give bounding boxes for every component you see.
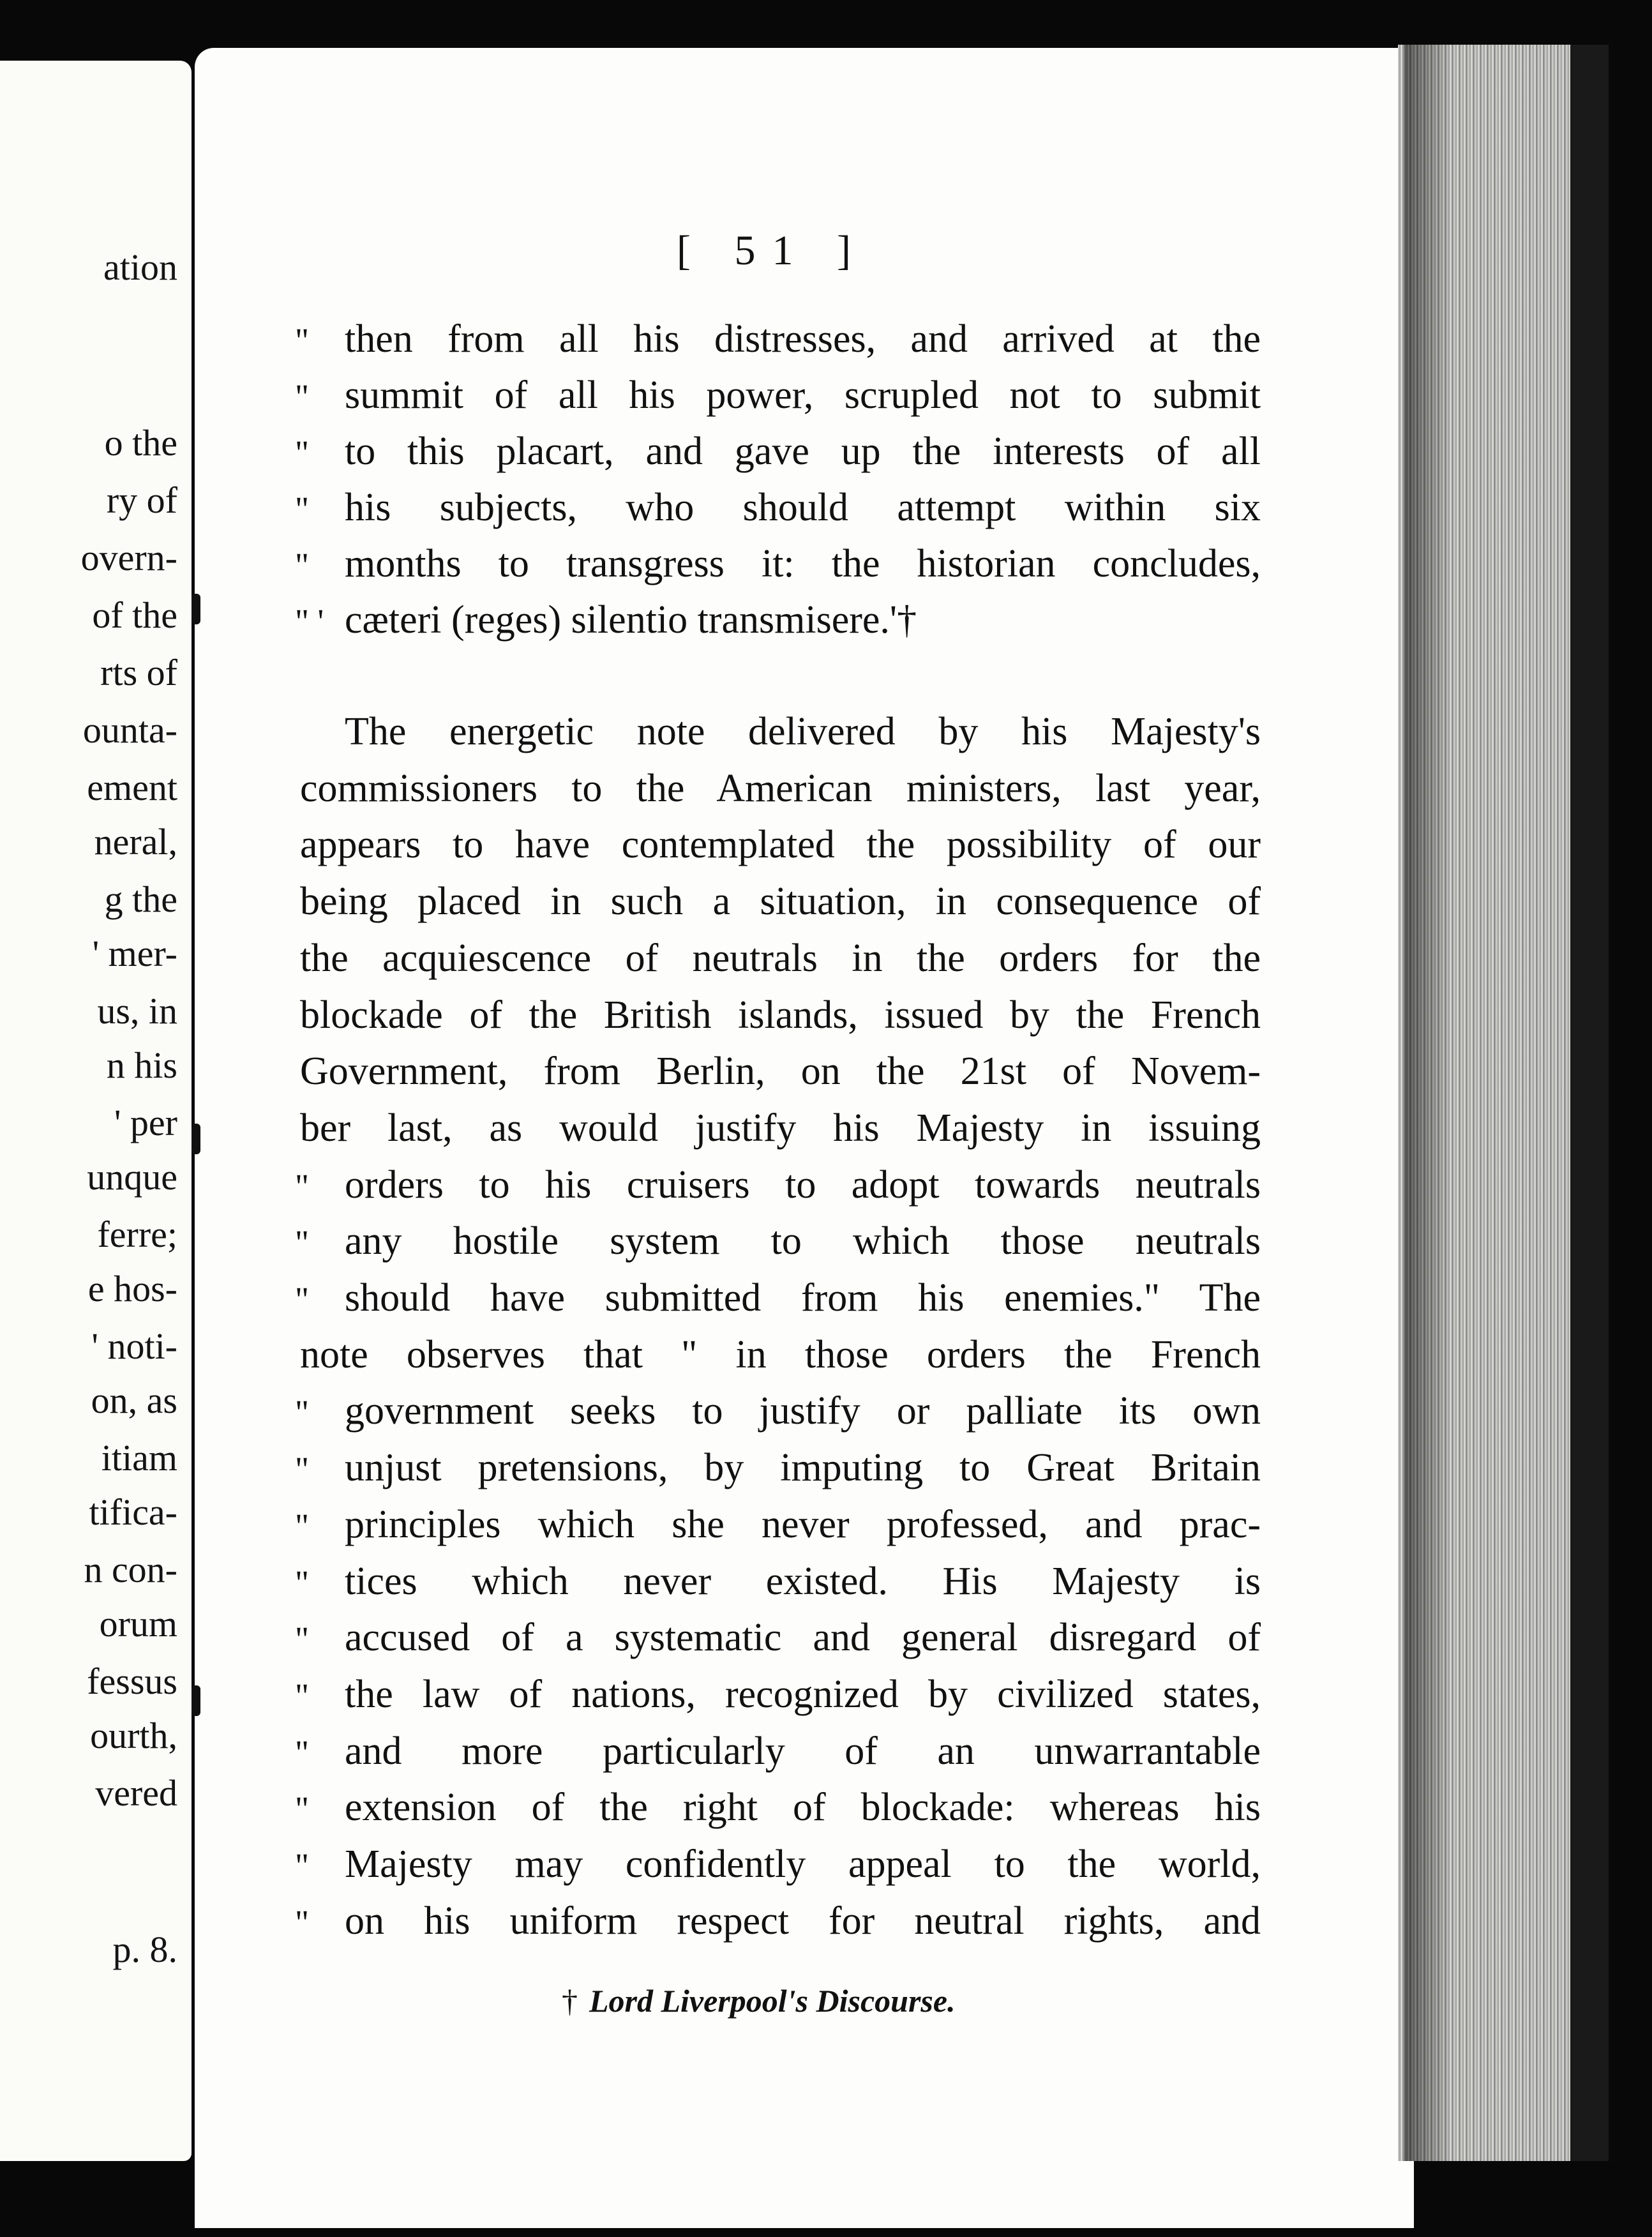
body-line: on his uniform respect for neutral rights, and xyxy=(345,1899,1261,1943)
left-page-line: vered xyxy=(95,1772,177,1814)
body-line: being placed in such a situation, in consequence of xyxy=(300,880,1261,924)
body-line: any hostile system to which those neutrals xyxy=(345,1219,1261,1263)
footnote-mark: † xyxy=(562,1983,578,2019)
quote-mark: " xyxy=(295,1223,310,1262)
quote-mark: " ' xyxy=(295,602,324,640)
left-page-line: ement xyxy=(87,767,177,808)
binding-mark xyxy=(191,1685,200,1716)
body-line: to this placart, and gave up the interests of all xyxy=(345,430,1261,473)
left-page-line: itiam xyxy=(101,1437,177,1479)
page-number: [ 51 ] xyxy=(677,227,867,274)
footnote-text: Lord Liverpool's Discourse. xyxy=(589,1983,956,2019)
left-page-line: ation xyxy=(103,246,177,288)
body-line: the acquiescence of neutrals in the orders for the xyxy=(300,936,1261,980)
left-page-line: o the xyxy=(104,422,177,463)
quote-mark: " xyxy=(295,377,310,416)
body-line: his subjects, who should attempt within six xyxy=(345,486,1261,529)
body-line: appears to have contemplated the possibility of our xyxy=(300,823,1261,867)
body-line: Majesty may confidently appeal to the world, xyxy=(345,1842,1261,1886)
quote-mark: " xyxy=(295,1506,310,1545)
body-line: unjust pretensions, by imputing to Great Britain xyxy=(345,1446,1261,1490)
quote-mark: " xyxy=(295,1676,310,1715)
body-line: should have submitted from his enemies." The xyxy=(345,1276,1261,1320)
binding-mark xyxy=(191,594,200,624)
quote-mark: " xyxy=(295,1563,310,1602)
left-page-line: n his xyxy=(106,1044,177,1086)
body-line: then from all his distresses, and arrived at the xyxy=(345,317,1261,361)
quote-mark: " xyxy=(295,490,310,528)
left-page-line: p. 8. xyxy=(112,1929,177,1970)
body-line: tices which never existed. His Majesty is xyxy=(345,1559,1261,1603)
body-line: cæteri (reges) silentio transmisere.'† xyxy=(345,598,917,642)
quote-mark: " xyxy=(295,1902,310,1941)
quote-mark: " xyxy=(295,433,310,472)
quote-mark: " xyxy=(295,1393,310,1432)
left-page-line: neral, xyxy=(94,821,177,862)
quote-mark: " xyxy=(295,1620,310,1659)
body-line: summit of all his power, scrupled not to submit xyxy=(345,373,1261,417)
body-line: ber last, as would justify his Majesty in issuing xyxy=(300,1106,1261,1150)
left-page-line: ' noti- xyxy=(91,1325,177,1367)
body-line: government seeks to justify or palliate its own xyxy=(345,1389,1261,1433)
left-page-line: ry of xyxy=(106,479,177,521)
left-page-line: of the xyxy=(92,594,177,636)
left-page-line: overn- xyxy=(80,537,177,578)
footnote xyxy=(562,1982,956,2019)
body-line: blockade of the British islands, issued by the French xyxy=(300,993,1261,1037)
body-line: orders to his cruisers to adopt towards neutrals xyxy=(345,1163,1261,1207)
left-page-line: unque xyxy=(87,1156,177,1198)
left-page-line: tifica- xyxy=(89,1491,177,1533)
quote-mark: " xyxy=(295,1280,310,1318)
body-line: note observes that " in those orders the French xyxy=(300,1332,1261,1376)
left-page-line: g the xyxy=(104,878,177,920)
quote-mark: " xyxy=(295,546,310,584)
left-page-fragment xyxy=(0,61,191,2161)
left-page-line: us, in xyxy=(97,990,177,1032)
quote-mark: " xyxy=(295,1166,310,1205)
body-line: accused of a systematic and general disregard of xyxy=(345,1616,1261,1660)
left-page-line: ounta- xyxy=(82,709,177,751)
left-page-line: on, as xyxy=(91,1380,177,1421)
body-line: the law of nations, recognized by civilized states, xyxy=(345,1672,1261,1716)
body-line: and more particularly of an unwarrantable xyxy=(345,1729,1261,1773)
body-line: principles which she never professed, and prac- xyxy=(345,1502,1261,1546)
body-line: Government, from Berlin, on the 21st of Novem- xyxy=(300,1050,1261,1094)
body-line: The energetic note delivered by his Majesty's xyxy=(345,710,1261,753)
left-page-line: e hos- xyxy=(87,1268,177,1309)
page-edges-shadow xyxy=(1404,45,1449,2161)
quote-mark: " xyxy=(295,1733,310,1772)
left-page-line: n con- xyxy=(84,1549,177,1590)
left-page-line: fessus xyxy=(87,1661,177,1702)
left-page-line: ' mer- xyxy=(92,933,177,974)
left-page-line: ' per xyxy=(114,1102,177,1143)
quote-mark: " xyxy=(295,1846,310,1885)
left-page-line: ferre; xyxy=(97,1214,177,1255)
quote-mark: " xyxy=(295,1789,310,1828)
left-page-line: orum xyxy=(99,1603,177,1645)
quote-mark: " xyxy=(295,1450,310,1489)
left-page-line: ourth, xyxy=(90,1715,177,1756)
quote-mark: " xyxy=(295,321,310,359)
left-page-line: rts of xyxy=(100,652,177,693)
body-line: months to transgress it: the historian concludes, xyxy=(345,542,1261,585)
body-line: extension of the right of blockade: whereas his xyxy=(345,1786,1261,1830)
binding-mark xyxy=(191,1124,200,1154)
book-cover-edge xyxy=(1570,45,1609,2161)
body-line: commissioners to the American ministers, last year, xyxy=(300,766,1261,810)
